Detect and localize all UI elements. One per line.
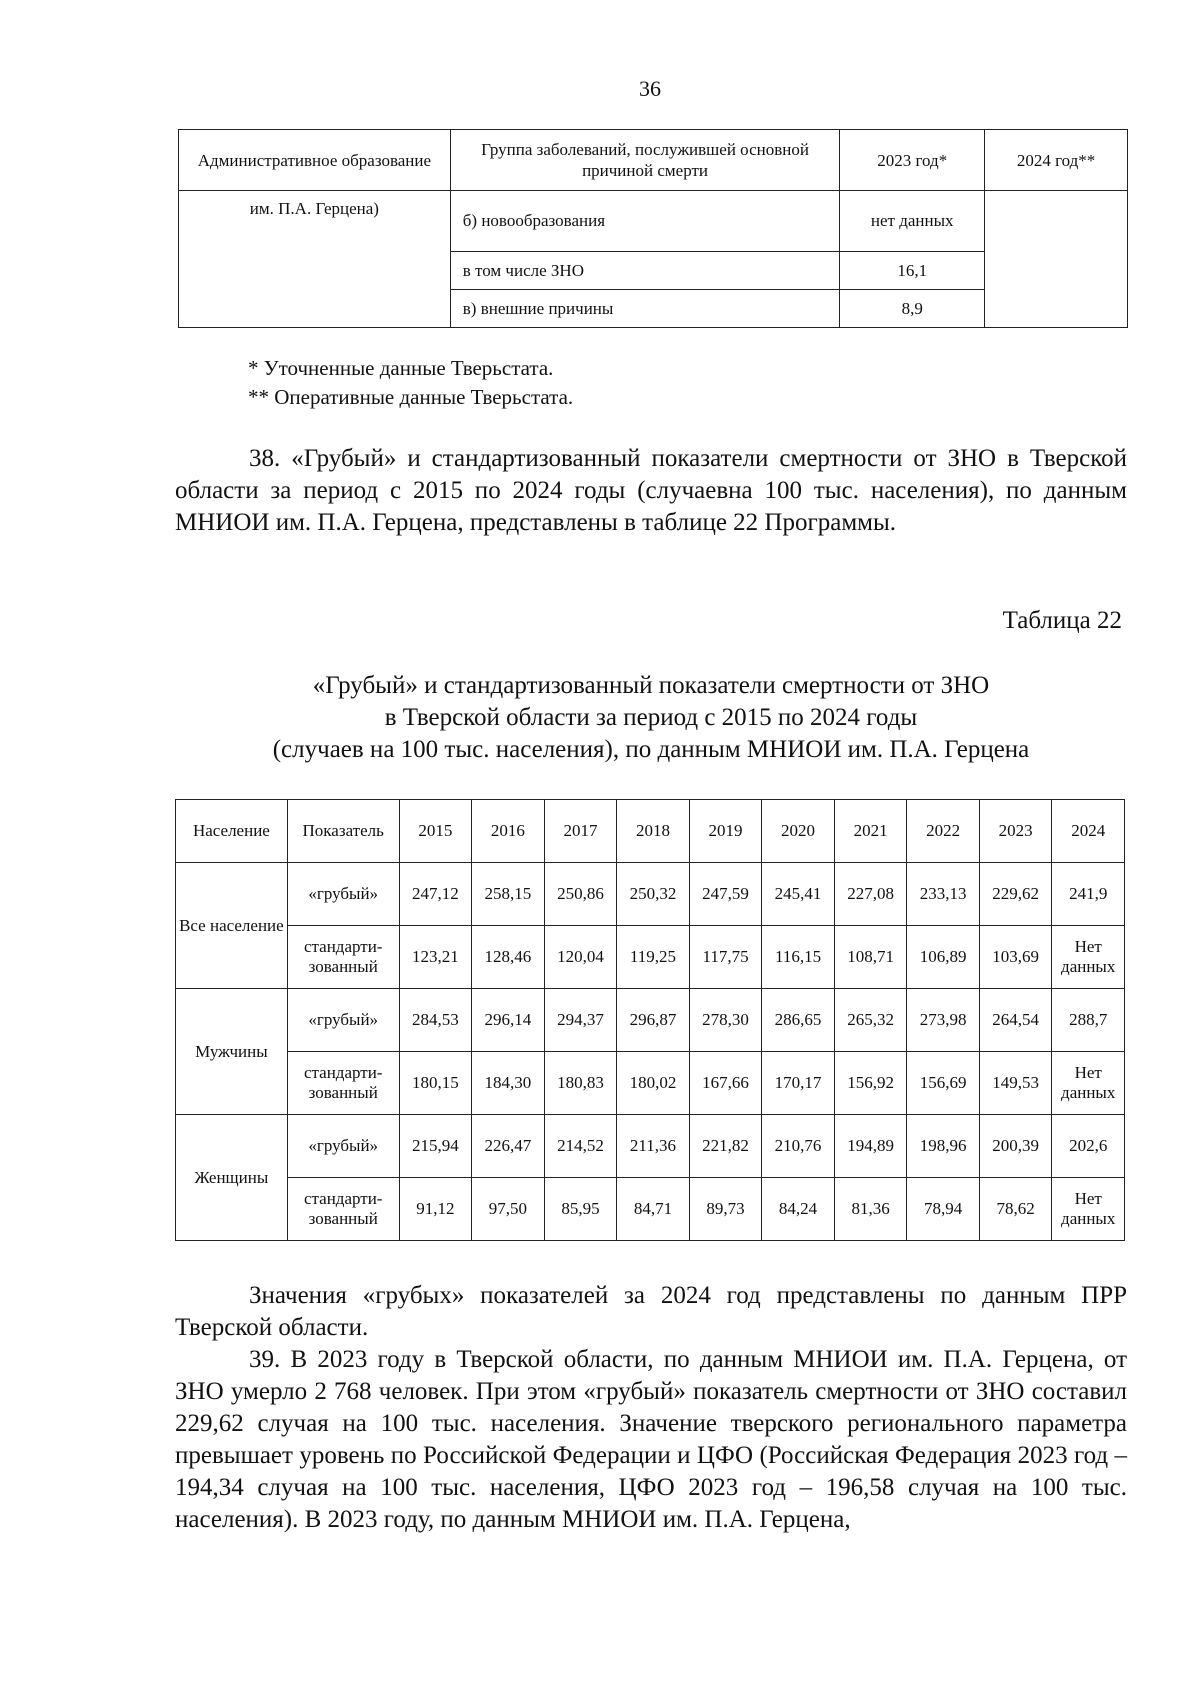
group-cell: б) новообразования [450, 191, 840, 252]
value-cell: 123,21 [399, 926, 472, 989]
value-cell: Нет данных [1052, 1052, 1125, 1115]
value-cell: 284,53 [399, 989, 472, 1052]
value-cell: 97,50 [472, 1178, 545, 1241]
table-row [176, 989, 1125, 1052]
table-row [176, 1115, 1125, 1178]
population-cell: Мужчины [176, 989, 288, 1115]
value-cell: 180,83 [544, 1052, 617, 1115]
value-cell: 180,02 [617, 1052, 690, 1115]
population-cell: Женщины [176, 1115, 288, 1241]
value-cell: 245,41 [762, 863, 835, 926]
value-cell: 103,69 [979, 926, 1052, 989]
value-cell: 198,96 [907, 1115, 980, 1178]
footnote-2: ** Оперативные данные Тверьстата. [248, 385, 574, 409]
value-cell: 78,62 [979, 1178, 1052, 1241]
value-cell: 149,53 [979, 1052, 1052, 1115]
value-cell: 278,30 [689, 989, 762, 1052]
table-title [175, 670, 1127, 766]
value-cell: Нет данных [1052, 926, 1125, 989]
indicator-cell: «грубый» [287, 1115, 399, 1178]
value-cell: 214,52 [544, 1115, 617, 1178]
mortality-table-header [176, 800, 1125, 863]
value-cell: 170,17 [762, 1052, 835, 1115]
table-row [179, 191, 1128, 252]
value-cell: 221,82 [689, 1115, 762, 1178]
value-2023-cell: 8,9 [840, 290, 985, 328]
footnote-1: * Уточненные данные Тверьстата. [248, 356, 554, 380]
value-cell: 128,46 [472, 926, 545, 989]
table-row [176, 863, 1125, 926]
indicator-cell: «грубый» [287, 863, 399, 926]
value-2023-cell: нет данных [840, 191, 985, 252]
table-row [176, 1052, 1125, 1115]
admin-cell: им. П.А. Герцена) [179, 191, 451, 328]
value-cell: 241,9 [1052, 863, 1125, 926]
indicator-cell: стандарти-зованный [287, 926, 399, 989]
value-2024-cell [985, 191, 1128, 328]
value-cell: 247,59 [689, 863, 762, 926]
header-indicator: Показатель [287, 800, 399, 863]
value-2023-cell: 16,1 [840, 252, 985, 290]
value-cell: 78,94 [907, 1178, 980, 1241]
value-cell: 106,89 [907, 926, 980, 989]
value-cell: 89,73 [689, 1178, 762, 1241]
page-number: 36 [639, 76, 661, 101]
paragraph-38: 38. «Грубый» и стандартизованный показатели смертности от ЗНО в Тверской области за период с 2015 по 2024 годы (случаевна 100 тыс. населения), по данным МНИОИ им. П.А. Герцена, представлены в таблице 22 Программы. [175, 445, 1127, 536]
header-year: 2022 [907, 800, 980, 863]
header-year: 2017 [544, 800, 617, 863]
value-cell: 200,39 [979, 1115, 1052, 1178]
value-cell: 156,92 [834, 1052, 907, 1115]
value-cell: 226,47 [472, 1115, 545, 1178]
footnotes [248, 354, 573, 412]
indicator-cell: стандарти-зованный [287, 1052, 399, 1115]
table-title-line-2: в Тверской области за период с 2015 по 2024 годы [384, 704, 918, 731]
table-label: Таблица 22 [1002, 607, 1122, 634]
header-year: 2016 [472, 800, 545, 863]
header-2023: 2023 год* [840, 130, 985, 191]
paragraph-note-2024: Значения «грубых» показателей за 2024 год представлены по данным ПРР Тверской области. [175, 1282, 1127, 1341]
value-cell: 227,08 [834, 863, 907, 926]
value-cell: 117,75 [689, 926, 762, 989]
value-cell: 202,6 [1052, 1115, 1125, 1178]
value-cell: 229,62 [979, 863, 1052, 926]
header-admin: Административное образование [179, 130, 451, 191]
header-year: 2019 [689, 800, 762, 863]
value-cell: 296,14 [472, 989, 545, 1052]
value-cell: 286,65 [762, 989, 835, 1052]
value-cell: 85,95 [544, 1178, 617, 1241]
header-group: Группа заболеваний, послужившей основной причиной смерти [450, 130, 840, 191]
header-year: 2018 [617, 800, 690, 863]
value-cell: 194,89 [834, 1115, 907, 1178]
value-cell: 91,12 [399, 1178, 472, 1241]
table-title-line-1: «Грубый» и стандартизованный показатели смертности от ЗНО [312, 672, 990, 699]
value-cell: 116,15 [762, 926, 835, 989]
indicator-cell: стандарти-зованный [287, 1178, 399, 1241]
header-year: 2020 [762, 800, 835, 863]
header-population: Население [176, 800, 288, 863]
value-cell: 81,36 [834, 1178, 907, 1241]
value-cell: 120,04 [544, 926, 617, 989]
value-cell: 184,30 [472, 1052, 545, 1115]
value-cell: 119,25 [617, 926, 690, 989]
paragraph-39: 39. В 2023 году в Тверской области, по данным МНИОИ им. П.А. Герцена, от ЗНО умерло 2 768 человек. При этом «грубый» показатель смертности от ЗНО составил 229,62 случая на 100 тыс. населения. Значение тверского регионального параметра превышает уровень по Российской Федерации и ЦФО (Российская Федерация 2023 год – 194,34 случая на 100 тыс. населения, ЦФО 2023 год – 196,58 случая на 100 тыс. населения). В 2023 году, по данным МНИОИ им. П.А. Герцена, [175, 1346, 1127, 1533]
value-cell: 264,54 [979, 989, 1052, 1052]
header-year: 2021 [834, 800, 907, 863]
group-cell: в том числе ЗНО [450, 252, 840, 290]
value-cell: 296,87 [617, 989, 690, 1052]
value-cell: 167,66 [689, 1052, 762, 1115]
value-cell: 265,32 [834, 989, 907, 1052]
indicator-cell: «грубый» [287, 989, 399, 1052]
header-year: 2023 [979, 800, 1052, 863]
value-cell: 108,71 [834, 926, 907, 989]
header-year: 2024 [1052, 800, 1125, 863]
value-cell: 250,32 [617, 863, 690, 926]
value-cell: 180,15 [399, 1052, 472, 1115]
table-row [176, 926, 1125, 989]
value-cell: 250,86 [544, 863, 617, 926]
table-row [176, 1178, 1125, 1241]
header-year: 2015 [399, 800, 472, 863]
table-top-header-row [179, 130, 1128, 191]
value-cell: 211,36 [617, 1115, 690, 1178]
value-cell: 84,24 [762, 1178, 835, 1241]
value-cell: 233,13 [907, 863, 980, 926]
value-cell: 215,94 [399, 1115, 472, 1178]
value-cell: Нет данных [1052, 1178, 1125, 1241]
table-title-line-3: (случаев на 100 тыс. населения), по данным МНИОИ им. П.А. Герцена [272, 736, 1030, 763]
value-cell: 210,76 [762, 1115, 835, 1178]
value-cell: 294,37 [544, 989, 617, 1052]
header-2024: 2024 год** [985, 130, 1128, 191]
mortality-table [175, 799, 1125, 1241]
group-cell: в) внешние причины [450, 290, 840, 328]
population-cell: Все население [176, 863, 288, 989]
value-cell: 288,7 [1052, 989, 1125, 1052]
value-cell: 247,12 [399, 863, 472, 926]
value-cell: 84,71 [617, 1178, 690, 1241]
value-cell: 156,69 [907, 1052, 980, 1115]
table-top-continuation [178, 129, 1128, 328]
value-cell: 258,15 [472, 863, 545, 926]
value-cell: 273,98 [907, 989, 980, 1052]
